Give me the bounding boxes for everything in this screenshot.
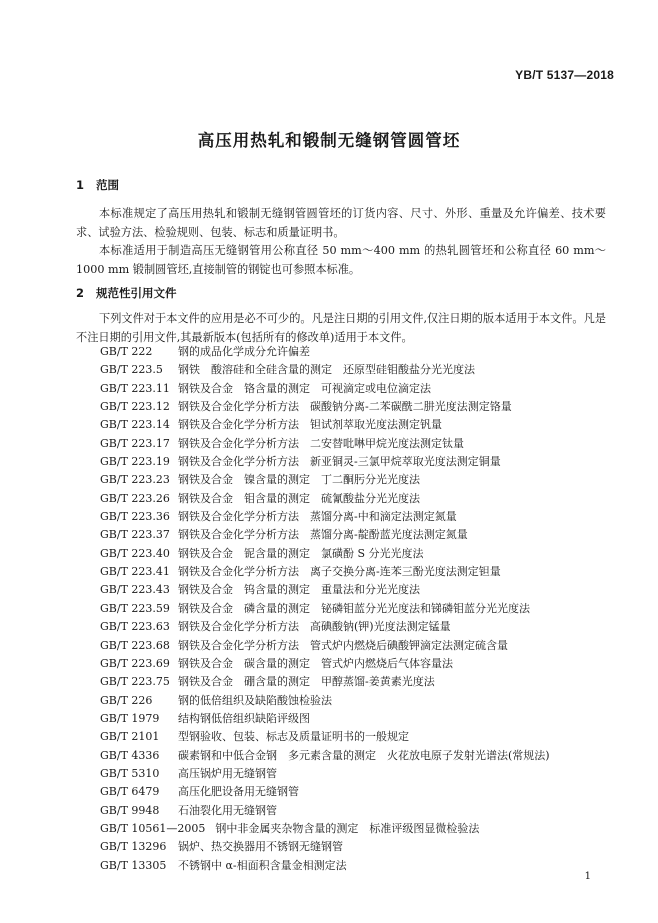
reference-code: GB/T 223.12 xyxy=(100,400,170,414)
reference-item xyxy=(100,508,620,526)
reference-title: 钢铁及合金化学分析方法 新亚铜灵-三氯甲烷萃取光度法测定铜量 xyxy=(178,455,501,469)
reference-item xyxy=(100,361,620,379)
reference-code: GB/T 223.75 xyxy=(100,675,170,689)
reference-title: 钢中非金属夹杂物含量的测定 标准评级图显微检验法 xyxy=(215,821,480,835)
reference-item xyxy=(100,435,620,453)
standard-code: YB/T 5137—2018 xyxy=(515,68,614,82)
reference-item xyxy=(100,618,620,636)
reference-title: 锅炉、热交换器用不锈钢无缝钢管 xyxy=(178,840,343,854)
reference-item xyxy=(100,545,620,563)
reference-item xyxy=(100,820,620,838)
reference-title: 钢铁及合金化学分析方法 高碘酸钠(钾)光度法测定锰量 xyxy=(178,620,451,634)
reference-title: 钢铁及合金化学分析方法 管式炉内燃烧后碘酸钾滴定法测定硫含量 xyxy=(178,638,508,652)
reference-code: GB/T 223.37 xyxy=(100,528,170,542)
reference-title: 钢铁及合金化学分析方法 二安替吡啉甲烷光度法测定钛量 xyxy=(178,436,464,450)
reference-code: GB/T 223.41 xyxy=(100,565,170,579)
reference-code: GB/T 4336 xyxy=(100,748,160,762)
reference-code: GB/T 1979 xyxy=(100,711,160,725)
reference-code: GB/T 223.5 xyxy=(100,363,163,377)
reference-title: 钢铁及合金化学分析方法 钽试剂萃取光度法测定钒量 xyxy=(178,418,442,432)
section-title: 范围 xyxy=(96,178,119,192)
reference-item xyxy=(100,692,620,710)
reference-title: 钢铁 酸溶硅和全硅含量的测定 还原型硅钼酸盐分光光度法 xyxy=(178,363,475,377)
document-title: 高压用热轧和锻制无缝钢管圆管坯 xyxy=(197,131,461,150)
reference-code: GB/T 13296 xyxy=(100,840,167,854)
reference-code: GB/T 223.59 xyxy=(100,601,170,615)
reference-title: 钢铁及合金化学分析方法 蒸馏分离-靛酚蓝光度法测定氮量 xyxy=(178,528,468,542)
reference-title: 钢铁及合金 铌含量的测定 氯磺酚 S 分光光度法 xyxy=(178,546,424,560)
reference-title: 型钢验收、包装、标志及质量证明书的一般规定 xyxy=(178,730,409,744)
reference-code: GB/T 9948 xyxy=(100,803,160,817)
section-number: 2 xyxy=(76,286,85,300)
reference-item xyxy=(100,581,620,599)
scope-paragraph-1: 本标准规定了高压用热轧和锻制无缝钢管圆管坯的订货内容、尺寸、外形、重量及允许偏差、技术要求、试验方法、检验规则、包装、标志和质量证明书。 xyxy=(76,207,606,239)
reference-title: 钢铁及合金化学分析方法 碳酸钠分离-二苯碳酰二肼光度法测定铬量 xyxy=(178,400,512,414)
reference-item xyxy=(100,765,620,783)
section-title: 规范性引用文件 xyxy=(96,286,177,300)
reference-item xyxy=(100,857,620,875)
reference-title: 钢铁及合金 铬含量的测定 可视滴定或电位滴定法 xyxy=(178,381,431,395)
reference-item xyxy=(100,802,620,820)
reference-code: GB/T 223.19 xyxy=(100,455,170,469)
reference-item xyxy=(100,673,620,691)
reference-item xyxy=(100,526,620,544)
reference-code: GB/T 223.23 xyxy=(100,473,170,487)
reference-title: 钢铁及合金 磷含量的测定 铋磷钼蓝分光光度法和锑磷钼蓝分光光度法 xyxy=(178,601,530,615)
reference-title: 钢铁及合金 硼含量的测定 甲醇蒸馏-姜黄素光度法 xyxy=(178,675,435,689)
reference-code: GB/T 223.14 xyxy=(100,418,170,432)
reference-title: 钢铁及合金化学分析方法 蒸馏分离-中和滴定法测定氮量 xyxy=(178,510,457,524)
reference-code: GB/T 223.26 xyxy=(100,491,170,505)
section-1-heading xyxy=(76,177,119,193)
reference-title: 高压化肥设备用无缝钢管 xyxy=(178,785,299,799)
reference-code: GB/T 2101 xyxy=(100,730,160,744)
scope-paragraph-2: 本标准适用于制造高压无缝钢管用公称直径 50 mm～400 mm 的热轧圆管坯和公称直径 60 mm～1000 mm 锻制圆管坯,直接制管的钢锭也可参照本标准。 xyxy=(76,244,606,276)
reference-title: 不锈钢中 α-相面积含量金相测定法 xyxy=(178,858,347,872)
reference-title: 石油裂化用无缝钢管 xyxy=(178,803,277,817)
normative-references-intro: 下列文件对于本文件的应用是必不可少的。凡是注日期的引用文件,仅注日期的版本适用于本文件。凡是不注日期的引用文件,其最新版本(包括所有的修改单)适用于本文件。 xyxy=(76,312,606,344)
reference-code: GB/T 5310 xyxy=(100,766,160,780)
reference-title: 钢的低倍组织及缺陷酸蚀检验法 xyxy=(178,693,332,707)
reference-code: GB/T 222 xyxy=(100,345,153,358)
reference-item xyxy=(100,416,620,434)
reference-code: GB/T 226 xyxy=(100,693,153,707)
reference-item xyxy=(100,490,620,508)
reference-title: 高压锅炉用无缝钢管 xyxy=(178,766,277,780)
reference-item xyxy=(100,600,620,618)
reference-list xyxy=(100,343,620,875)
reference-code: GB/T 223.43 xyxy=(100,583,170,597)
reference-code: GB/T 223.63 xyxy=(100,620,170,634)
reference-item xyxy=(100,563,620,581)
reference-code: GB/T 10561—2005 xyxy=(100,821,206,835)
reference-item xyxy=(100,637,620,655)
reference-title: 钢的成品化学成分允许偏差 xyxy=(178,345,310,358)
reference-item xyxy=(100,343,620,361)
reference-item xyxy=(100,783,620,801)
reference-code: GB/T 223.11 xyxy=(100,381,170,395)
reference-item xyxy=(100,838,620,856)
reference-title: 钢铁及合金 碳含量的测定 管式炉内燃烧后气体容量法 xyxy=(178,656,453,670)
reference-item xyxy=(100,453,620,471)
reference-code: GB/T 223.69 xyxy=(100,656,170,670)
section-2-heading xyxy=(76,285,177,301)
reference-title: 钢铁及合金化学分析方法 离子交换分离-连苯三酚光度法测定钽量 xyxy=(178,565,501,579)
reference-title: 钢铁及合金 钨含量的测定 重量法和分光光度法 xyxy=(178,583,420,597)
reference-item xyxy=(100,728,620,746)
reference-item xyxy=(100,471,620,489)
reference-code: GB/T 223.68 xyxy=(100,638,170,652)
reference-item xyxy=(100,710,620,728)
reference-item xyxy=(100,747,620,765)
reference-item xyxy=(100,398,620,416)
reference-title: 钢铁及合金 镍含量的测定 丁二酮肟分光光度法 xyxy=(178,473,420,487)
reference-code: GB/T 13305 xyxy=(100,858,167,872)
section-number: 1 xyxy=(76,178,85,192)
page-number: 1 xyxy=(584,871,591,882)
reference-code: GB/T 223.36 xyxy=(100,510,170,524)
reference-title: 钢铁及合金 钼含量的测定 硫氰酸盐分光光度法 xyxy=(178,491,420,505)
reference-title: 碳素钢和中低合金钢 多元素含量的测定 火花放电原子发射光谱法(常规法) xyxy=(178,748,550,762)
reference-code: GB/T 6479 xyxy=(100,785,160,799)
reference-item xyxy=(100,380,620,398)
reference-code: GB/T 223.17 xyxy=(100,436,170,450)
reference-item xyxy=(100,655,620,673)
reference-title: 结构钢低倍组织缺陷评级图 xyxy=(178,711,310,725)
reference-code: GB/T 223.40 xyxy=(100,546,170,560)
